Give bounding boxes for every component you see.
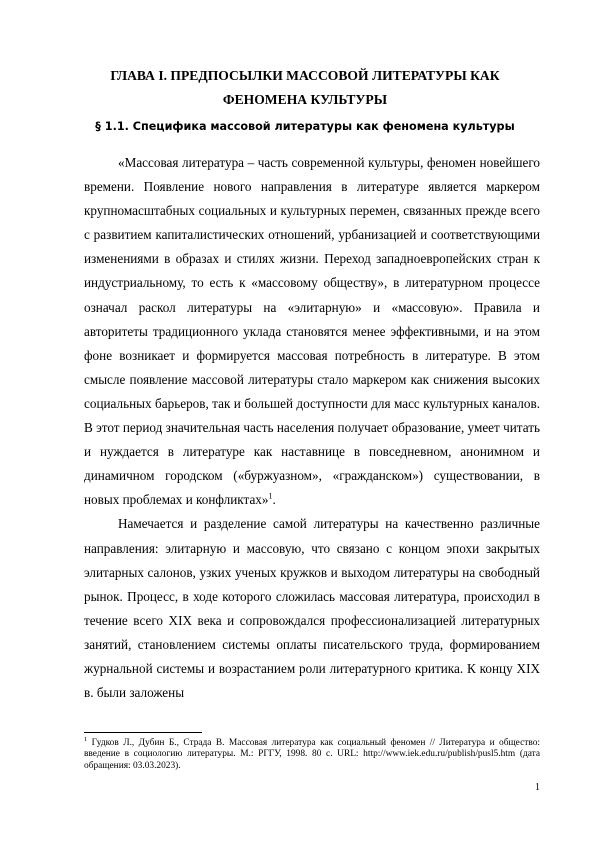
section-title: § 1.1. Специфика массовой литературы как феномена культуры: [95, 120, 515, 133]
footnote-reference[interactable]: 1: [268, 491, 273, 501]
page-number: 1: [535, 782, 540, 793]
body-text: [84, 151, 540, 705]
footnote-text: Гудков Л., Дубин Б., Страда В. Массовая литература как социальный феномен // Литература и общество: введение в социологию литературы. М.: РГГУ, 1998. 80 с. URL: http://www.iek.edu.ru/publish/pusl5.htm (дата обращения: 03.03.2023).: [84, 738, 540, 771]
footnote-marker: 1: [84, 735, 88, 743]
footnote: [84, 735, 540, 772]
paragraph-1-text: «Массовая литература – часть современной культуры, феномен новейшего времени. Появление нового направления в литературе является маркером крупномасштабных социальных и культурных перемен, связанных прежде всего с развитием капиталистических отношений, урбанизацией и соответствующими изменениями в образах и стилях жизни. Переход западноевропейских стран к индустриальному, то есть к «массовому обществу», в литературном процессе означал раскол литературы на «элитарную» и «массовую». Правила и авторитеты традиционного уклада становятся менее эффективными, и на этом фоне возникает и формируется массовая потребность в литературе. В этом смысле появление массовой литературы стало маркером как снижения высоких социальных барьеров, так и большей доступности для масс культурных каналов. В этот период значительная часть населения получает образование, умеет читать и нуждается в литературе как наставнице в повседневном, анонимном и динамичном городском («буржуазном», «гражданском») существовании, в новых проблемах и конфликтах»: [84, 155, 540, 508]
chapter-title-line2: ФЕНОМЕНА КУЛЬТУРЫ: [222, 92, 388, 107]
footnote-separator: [84, 732, 202, 733]
paragraph-2: Намечается и разделение самой литературы на качественно различные направления: элитарную и массовую, что связано с концом эпохи закрытых элитарных салонов, узких ученых кружков и выходом литературы на свободный рынок. Процесс, в ходе которого сложилась массовая литература, происходил в течение всего XIX века и сопровождался профессионализацией литературных занятий, становлением системы оплаты писательского труда, формированием журнальной системы и возрастанием роли литературного критика. К концу XIX в. были заложены: [84, 516, 540, 701]
chapter-title: [70, 64, 540, 112]
paragraph-1-end: .: [272, 492, 276, 508]
chapter-title-line1: ГЛАВА I. ПРЕДПОСЫЛКИ МАССОВОЙ ЛИТЕРАТУРЫ КАК: [110, 68, 500, 83]
paragraph-1: [84, 151, 540, 512]
